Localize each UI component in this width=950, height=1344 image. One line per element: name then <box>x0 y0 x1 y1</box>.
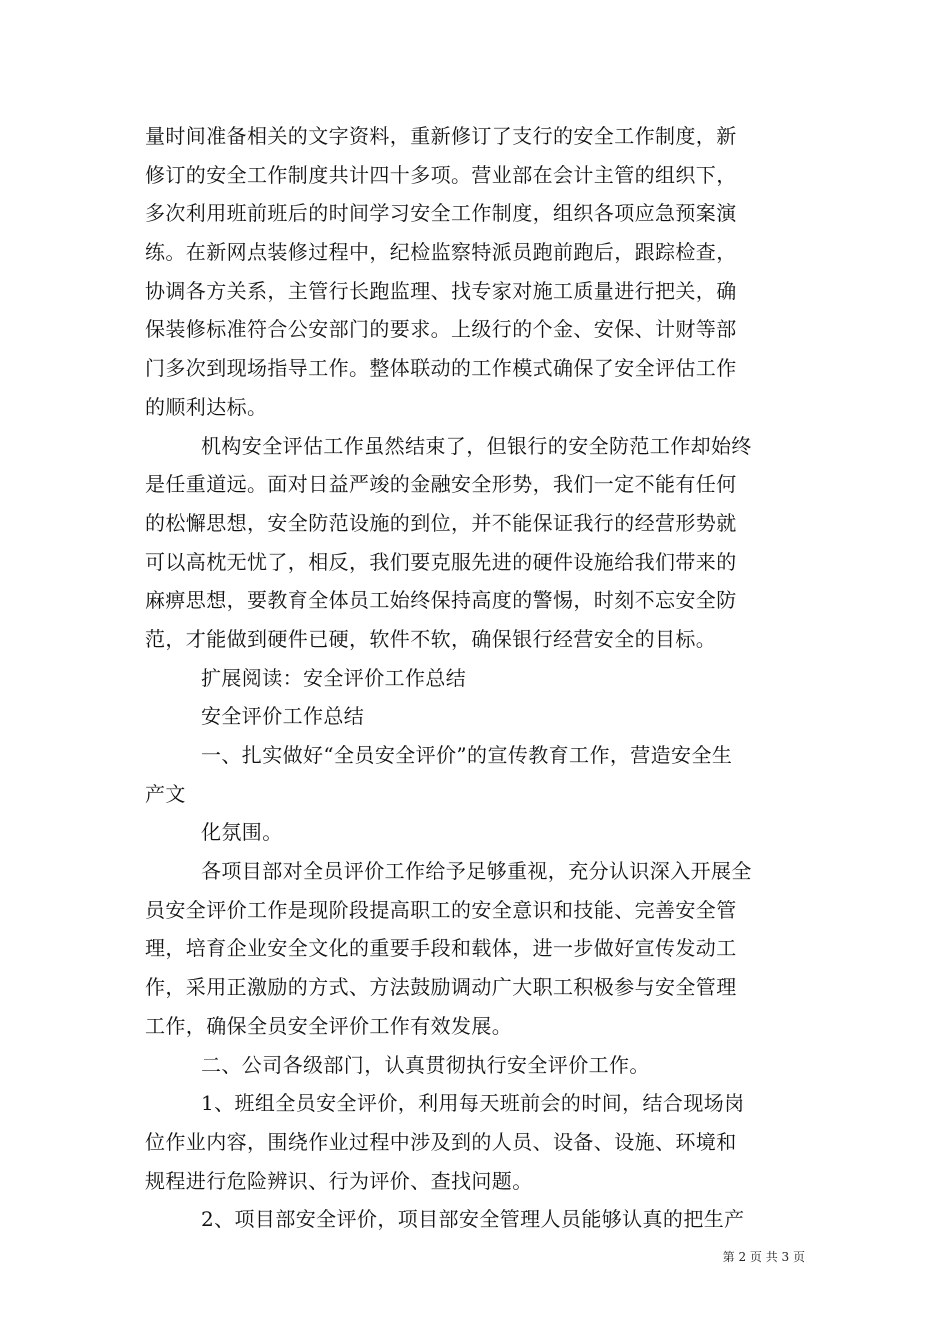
text-line: 扩展阅读：安全评价工作总结 <box>201 665 467 690</box>
text-line: 门多次到现场指导工作。整体联动的工作模式确保了安全评估工作 <box>145 356 737 381</box>
text-line: 1、班组全员安全评价，利用每天班前会的时间，结合现场岗 <box>201 1091 745 1116</box>
text-line: 化氛围。 <box>201 820 283 845</box>
text-line: 员安全评价工作是现阶段提高职工的安全意识和技能、完善安全管 <box>145 897 737 922</box>
text-line: 麻痹思想，要教育全体员工始终保持高度的警惕，时刻不忘安全防 <box>145 588 737 613</box>
text-line: 的顺利达标。 <box>145 394 268 419</box>
text-line: 范，才能做到硬件已硬，软件不软，确保银行经营安全的目标。 <box>145 626 717 651</box>
text-line: 规程进行危险辨识、行为评价、查找问题。 <box>145 1168 533 1193</box>
text-line: 是任重道远。面对日益严竣的金融安全形势，我们一定不能有任何 <box>145 472 737 497</box>
page-number: 第 2 页 共 3 页 <box>722 1250 805 1264</box>
text-line: 的松懈思想，安全防范设施的到位，并不能保证我行的经营形势就 <box>145 510 737 535</box>
text-line: 一、扎实做好“全员安全评价”的宣传教育工作，营造安全生 <box>201 743 733 767</box>
text-line: 保装修标准符合公安部门的要求。上级行的个金、安保、计财等部 <box>145 317 737 342</box>
text-line: 量时间准备相关的文字资料，重新修订了支行的安全工作制度，新 <box>145 124 737 148</box>
text-line: 修订的安全工作制度共计四十多项。营业部在会计主管的组织下， <box>145 162 737 187</box>
text-line: 安全评价工作总结 <box>201 704 365 729</box>
text-line: 位作业内容，围绕作业过程中涉及到的人员、设备、设施、环境和 <box>145 1129 737 1154</box>
text-line: 工作，确保全员安全评价工作有效发展。 <box>145 1013 513 1038</box>
text-line: 各项目部对全员评价工作给予足够重视，充分认识深入开展全 <box>201 859 752 884</box>
text-line: 理，培育企业安全文化的重要手段和载体，进一步做好宣传发动工 <box>145 936 737 961</box>
text-line: 练。在新网点装修过程中，纪检监察特派员跑前跑后，跟踪检查， <box>145 240 737 265</box>
text-line: 可以高枕无忧了，相反，我们要克服先进的硬件设施给我们带来的 <box>145 549 737 574</box>
document-body <box>145 117 810 1239</box>
text-line: 多次利用班前班后的时间学习安全工作制度，组织各项应急预案演 <box>145 201 737 226</box>
text-line: 协调各方关系，主管行长跑监理、找专家对施工质量进行把关，确 <box>145 278 737 303</box>
text-line: 机构安全评估工作虽然结束了，但银行的安全防范工作却始终 <box>201 433 752 458</box>
text-line: 2、项目部安全评价，项目部安全管理人员能够认真的把生产 <box>201 1207 745 1232</box>
text-line: 产文 <box>145 781 186 806</box>
text-line: 作，采用正激励的方式、方法鼓励调动广大职工积极参与安全管理 <box>145 975 737 1000</box>
text-line: 二、公司各级部门，认真贯彻执行安全评价工作。 <box>201 1052 650 1077</box>
